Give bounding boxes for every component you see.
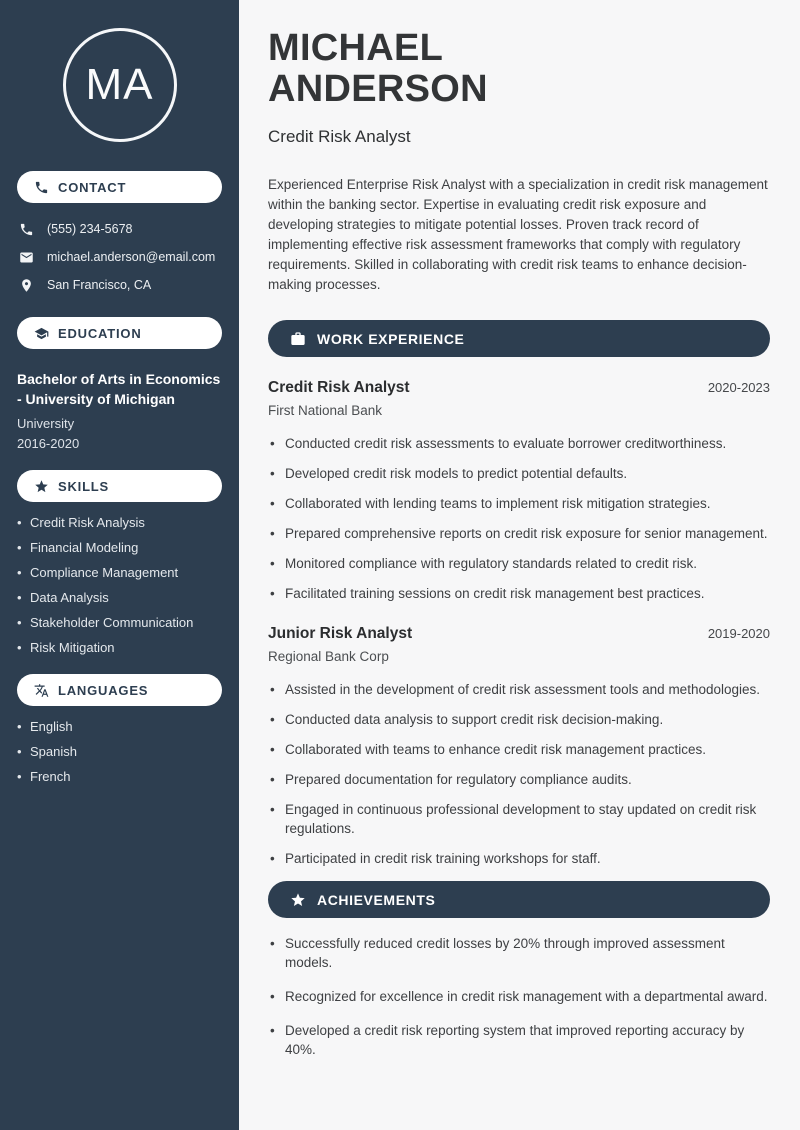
briefcase-icon <box>290 331 306 347</box>
job-dates: 2020-2023 <box>707 380 770 395</box>
skill-item: • Credit Risk Analysis <box>0 515 239 530</box>
job-bullet: • Conducted credit risk assessments to evaluate borrower creditworthiness. <box>268 434 770 453</box>
skill-item: • Financial Modeling <box>0 540 239 555</box>
job-role: Junior Risk Analyst <box>268 625 413 642</box>
contact-section-title: CONTACT <box>58 179 127 195</box>
job-bullet: • Facilitated training sessions on credit risk management best practices. <box>268 584 770 603</box>
skills-section-header <box>17 470 222 502</box>
job-bullet: • Prepared comprehensive reports on credit risk exposure for senior management. <box>268 524 770 543</box>
job-bullet: • Collaborated with lending teams to implement risk mitigation strategies. <box>268 494 770 513</box>
languages-section-header <box>17 674 222 706</box>
skills-list <box>0 515 239 655</box>
job-bullet: • Prepared documentation for regulatory compliance audits. <box>268 770 770 789</box>
achievement-bullet: • Recognized for excellence in credit risk management with a departmental award. <box>268 987 770 1006</box>
languages-section-title: LANGUAGES <box>58 682 149 698</box>
job-bullet: • Engaged in continuous professional development to stay updated on credit risk regulations. <box>268 800 770 838</box>
language-item: • English <box>0 719 239 734</box>
language-item: • Spanish <box>0 744 239 759</box>
avatar-initials: MA <box>85 60 154 109</box>
job-company: First National Bank <box>268 403 383 418</box>
job-bullet: • Collaborated with teams to enhance credit risk management practices. <box>268 740 770 759</box>
contact-phone-value: (555) 234-5678 <box>47 222 133 236</box>
person-name <box>268 28 770 110</box>
job-head <box>268 379 770 397</box>
job-role: Credit Risk Analyst <box>268 379 410 396</box>
job-dates: 2019-2020 <box>707 626 770 641</box>
main-content <box>239 0 800 1130</box>
achievements-list <box>268 934 770 1059</box>
person-name-line1: MICHAEL <box>268 27 444 69</box>
job-bullet: • Participated in credit risk training workshops for staff. <box>268 849 770 868</box>
job-company: Regional Bank Corp <box>268 649 389 664</box>
contact-location <box>0 271 239 299</box>
star-icon <box>290 892 306 908</box>
work-experience-section-title: WORK EXPERIENCE <box>317 330 465 347</box>
education-section-title: EDUCATION <box>58 325 142 341</box>
achievements-section-title: ACHIEVEMENTS <box>317 891 436 908</box>
achievement-bullet: • Developed a credit risk reporting system that improved reporting accuracy by 40%. <box>268 1021 770 1059</box>
phone-icon <box>19 222 34 237</box>
education-entry <box>0 349 239 451</box>
education-years: 2016-2020 <box>17 436 80 451</box>
achievements-section-header <box>268 881 770 918</box>
contact-email <box>0 243 239 271</box>
skill-item: • Data Analysis <box>0 590 239 605</box>
education-degree: Bachelor of Arts in Economics - University of Michigan <box>17 371 221 407</box>
skill-item: • Stakeholder Communication <box>0 615 239 630</box>
graduation-cap-icon <box>34 326 49 341</box>
job-bullet: • Developed credit risk models to predict potential defaults. <box>268 464 770 483</box>
job-entry <box>268 625 770 868</box>
phone-icon <box>34 180 49 195</box>
job-entry <box>268 379 770 603</box>
skill-item: • Compliance Management <box>0 565 239 580</box>
professional-summary: Experienced Enterprise Risk Analyst with a specialization in credit risk management within the banking sector. Expertise in evaluating credit risk exposure and developing strategies to mitigate potential losses. Proven track record of implementing effective risk assessment frameworks that comply with regulatory requirements. Skilled in collaborating with credit risk teams to enhance decision-making processes. <box>268 177 768 292</box>
contact-location-value: San Francisco, CA <box>47 278 152 292</box>
job-bullet-list <box>268 680 770 868</box>
avatar <box>63 28 177 142</box>
contact-list <box>0 215 239 299</box>
person-name-line2: ANDERSON <box>268 68 488 110</box>
mail-icon <box>19 250 34 265</box>
education-section-header <box>17 317 222 349</box>
contact-section-header <box>17 171 222 203</box>
job-head <box>268 625 770 643</box>
language-item: • French <box>0 769 239 784</box>
work-experience-section-header <box>268 320 770 357</box>
job-bullet: • Conducted data analysis to support credit risk decision-making. <box>268 710 770 729</box>
person-job-title: Credit Risk Analyst <box>268 127 411 146</box>
contact-phone <box>0 215 239 243</box>
contact-email-value: michael.anderson@email.com <box>47 250 216 264</box>
achievement-bullet: • Successfully reduced credit losses by 20% through improved assessment models. <box>268 934 770 972</box>
skill-item: • Risk Mitigation <box>0 640 239 655</box>
sidebar <box>0 0 239 1130</box>
education-school: University <box>17 416 75 431</box>
skills-section-title: SKILLS <box>58 478 110 494</box>
location-icon <box>19 278 34 293</box>
job-bullet: • Assisted in the development of credit risk assessment tools and methodologies. <box>268 680 770 699</box>
job-bullet-list <box>268 434 770 603</box>
star-icon <box>34 479 49 494</box>
languages-list <box>0 719 239 784</box>
job-bullet: • Monitored compliance with regulatory standards related to credit risk. <box>268 554 770 573</box>
translate-icon <box>34 683 49 698</box>
